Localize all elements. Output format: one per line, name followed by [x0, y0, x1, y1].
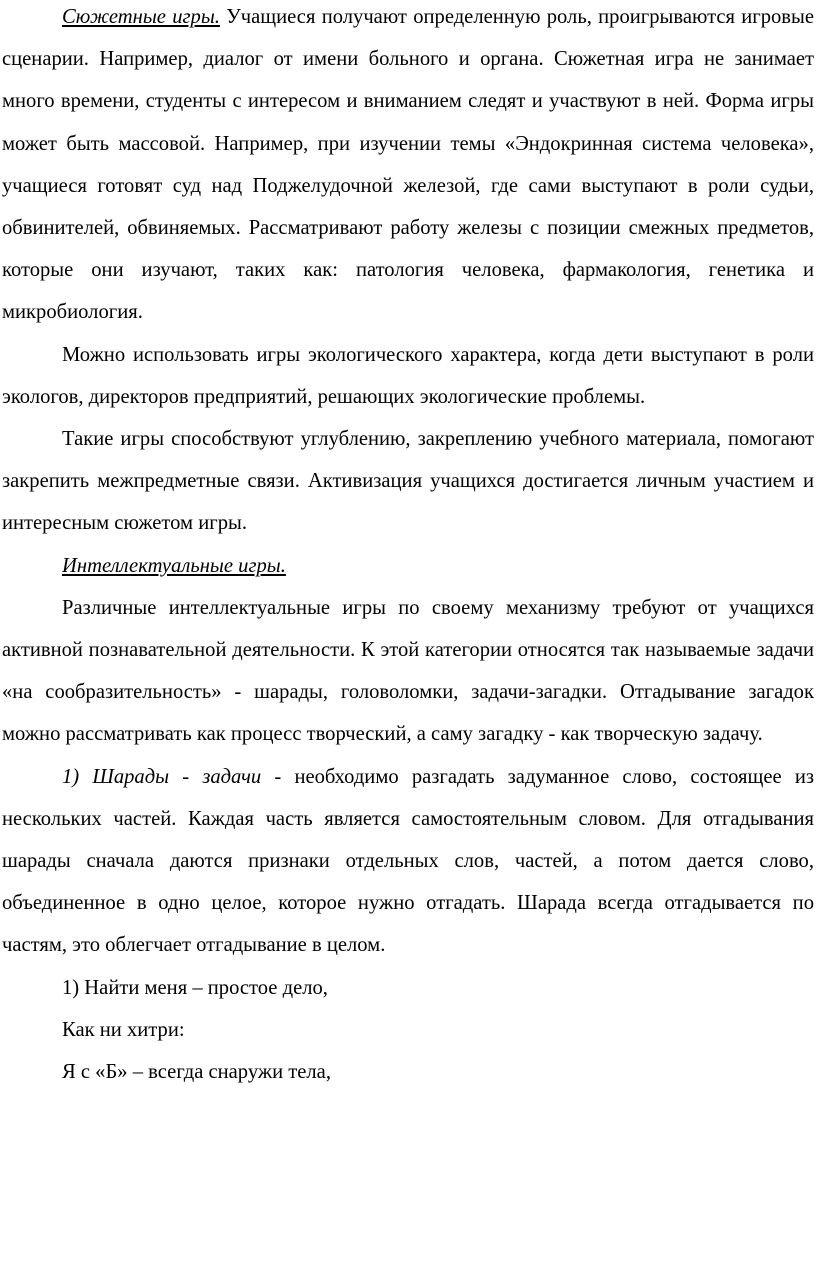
verse-line-1: 1) Найти меня – простое дело, [62, 976, 328, 999]
charades-lead: 1) Шарады - задачи - [62, 765, 282, 788]
paragraph-plot-games [2, 0, 814, 334]
plot-games-text: Учащиеся получают определенную роль, проигрываются игровые сценарии. Например, диалог от имени больного и органа. Сюжетная игра не занимает много времени, студенты с интересом и вниманием следят и участвуют в ней. Форма игры может быть массовой. Например, при изучении темы «Эндокринная система человека», учащиеся готовят суд над Поджелудочной железой, где сами выступают в роли судьи, обвинителей, обвиняемых. Рассматривают работу железы с позиции смежных предметов, которые они изучают, таких как: патология человека, фармакология, генетика и микробиология. [2, 6, 814, 324]
heading-intellectual-games [2, 545, 814, 587]
paragraph-ecological-games: Можно использовать игры экологического характера, когда дети выступают в роли экологов, директоров предприятий, решающих экологические проблемы. [2, 343, 814, 408]
plot-games-lead: Сюжетные игры. [62, 6, 220, 28]
paragraph-games-benefits: Такие игры способствуют углублению, закреплению учебного материала, помогают закрепить межпредметные связи. Активизация учащихся достигается личным участием и интересным сюжетом игры. [2, 428, 814, 535]
charades-text: необходимо разгадать задуманное слово, состоящее из нескольких частей. Каждая часть является самостоятельным словом. Для отгадывания шарады сначала даются признаки отдельных слов, частей, а потом дается слово, объединенное в одно целое, которое нужно отгадать. Шарада всегда отгадывается по частям, это облегчает отгадывание в целом. [2, 765, 815, 957]
paragraph-charades [2, 756, 814, 967]
verse-line-2: Как ни хитри: [62, 1018, 185, 1041]
paragraph-intellectual-games: Различные интеллектуальные игры по своему механизму требуют от учащихся активной познавательной деятельности. К этой категории относятся так называемые задачи «на сообразительность» - шарады, головоломки, задачи-загадки. Отгадывание загадок можно рассматривать как процесс творческий, а саму загадку - как творческую задачу. [2, 596, 814, 746]
verse-line-3: Я с «Б» – всегда снаружи тела, [62, 1061, 331, 1084]
heading-intellectual-games-text: Интеллектуальные игры. [62, 554, 286, 577]
